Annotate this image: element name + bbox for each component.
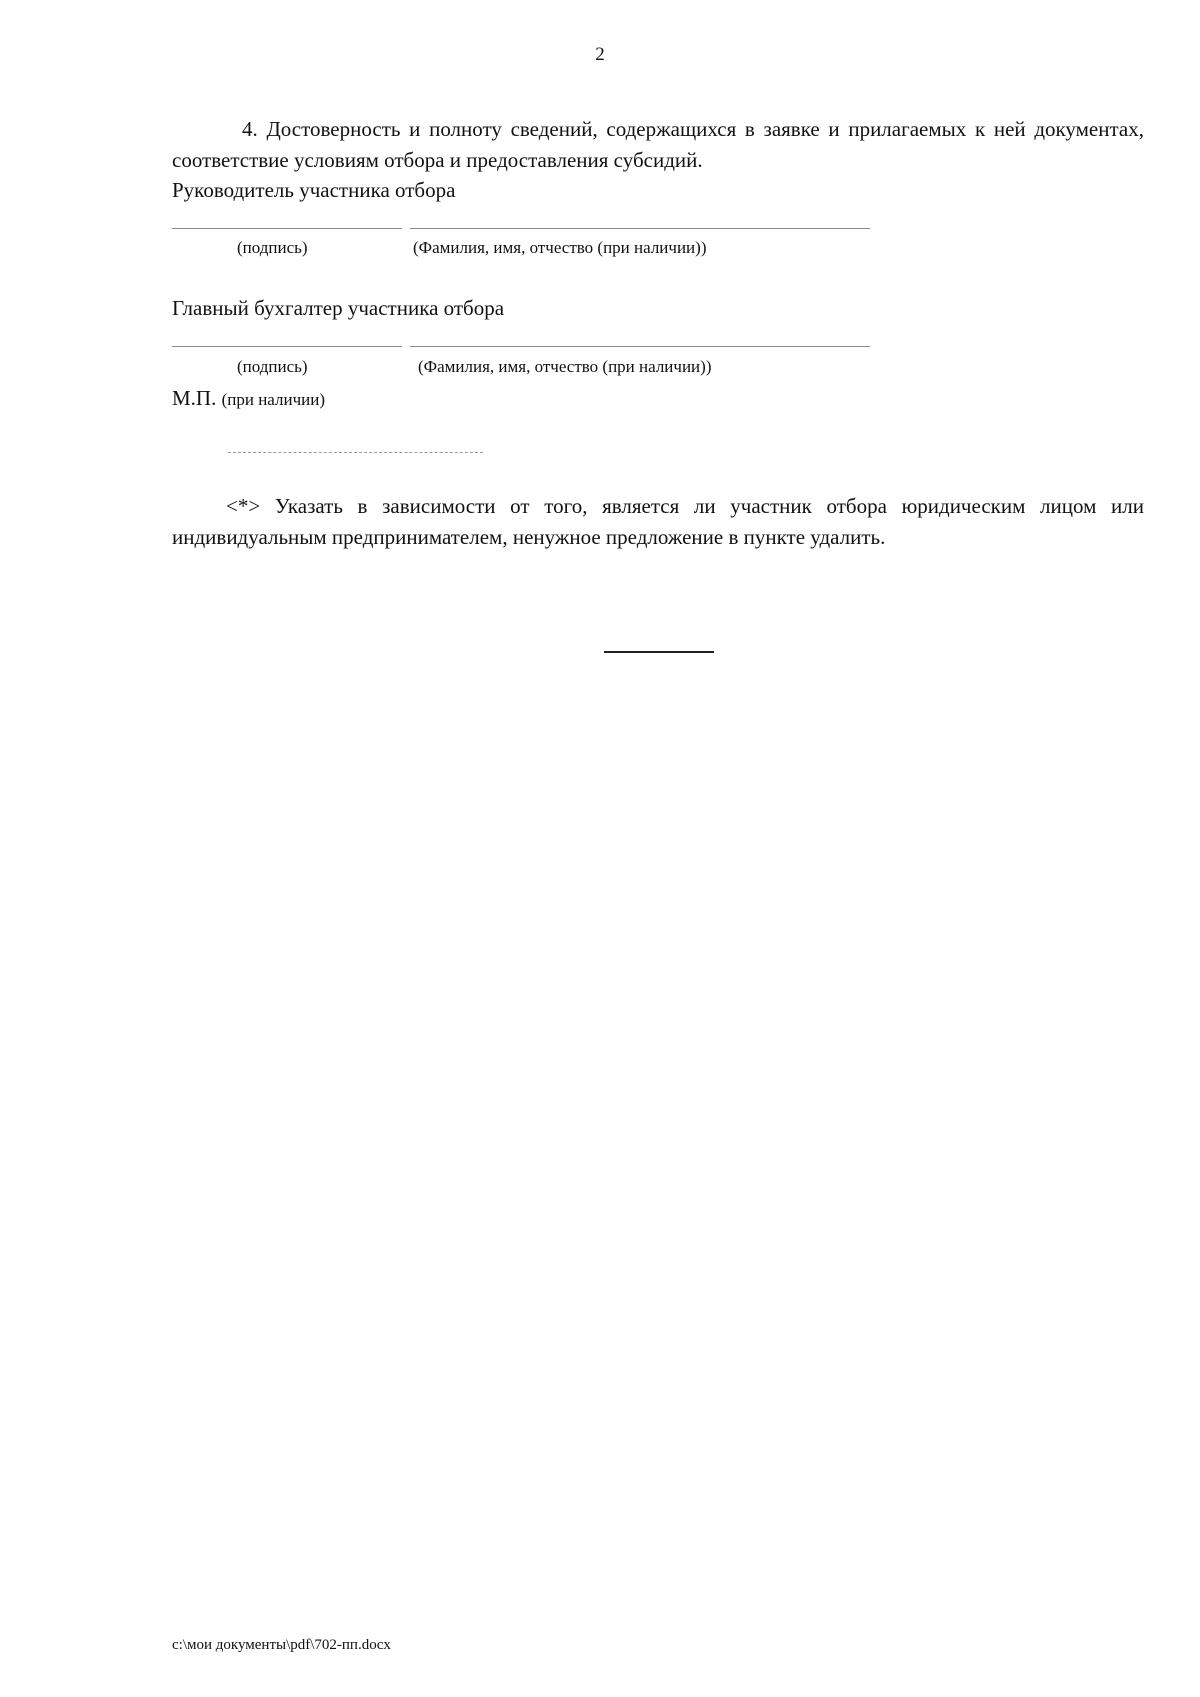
name-line-accountant <box>410 346 870 347</box>
stamp-placeholder <box>172 385 325 413</box>
signature-line-head <box>172 228 402 229</box>
signer-role-accountant: Главный бухгалтер участника отбора <box>172 296 505 320</box>
file-path: c:\мои документы\pdf\702-пп.docx <box>172 1637 391 1653</box>
name-line-head <box>410 228 870 229</box>
signature-line-accountant <box>172 346 402 347</box>
stamp-note: (при наличии) <box>221 390 325 409</box>
signature-caption-accountant: (подпись) <box>237 357 308 376</box>
document-end-mark <box>604 651 714 653</box>
paragraph-item-4: 4. Достоверность и полноту сведений, содержащихся в заявке и прилагаемых к ней документах, соответствие условиям отбора и предоставления субсидий. <box>172 117 1144 172</box>
page-number: 2 <box>595 44 605 65</box>
signature-caption-head: (подпись) <box>237 238 308 257</box>
footnote-text: <*> Указать в зависимости от того, является ли участник отбора юридическим лицом или индивидуальным предпринимателем, ненужное предложение в пункте удалить. <box>172 494 1144 549</box>
name-caption-head: (Фамилия, имя, отчество (при наличии)) <box>413 238 707 257</box>
footnote-separator <box>228 452 483 453</box>
name-caption-accountant: (Фамилия, имя, отчество (при наличии)) <box>418 357 712 376</box>
stamp-label: М.П. <box>172 386 217 410</box>
signer-role-head: Руководитель участника отбора <box>172 178 456 202</box>
